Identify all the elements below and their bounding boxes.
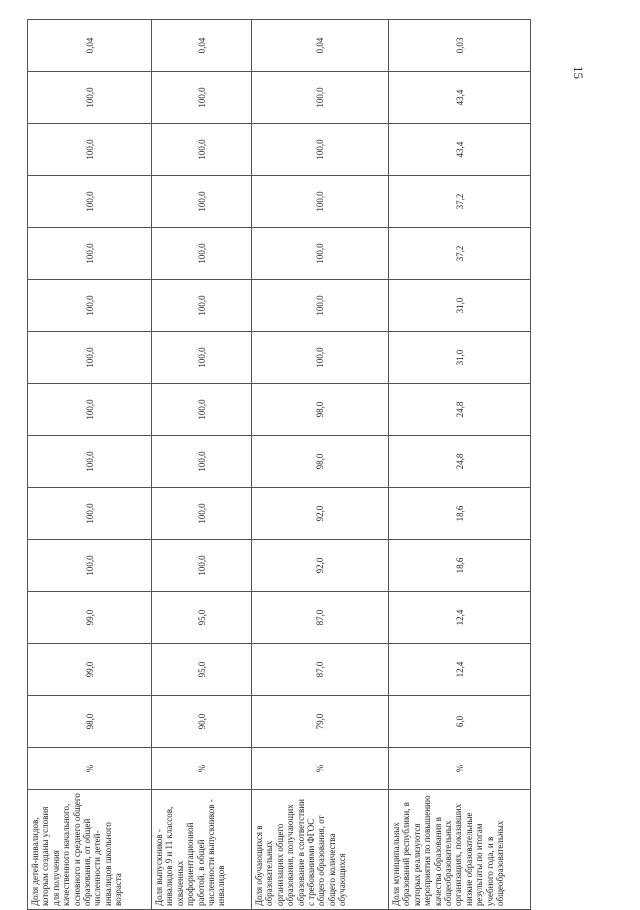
value-cell: 100,0 [152,540,252,592]
value-cell: 0,04 [152,20,252,72]
value-cell: 98,0 [252,384,389,436]
value-cell: 100,0 [152,280,252,332]
table-row [152,20,252,910]
value-cell: 100,0 [152,384,252,436]
value-cell: 87,0 [252,592,389,644]
value-cell: 43,4 [389,72,531,124]
value-cell: 12,4 [389,644,531,696]
value-cell: 100,0 [28,228,152,280]
value-cell: 100,0 [152,436,252,488]
value-cell: 100,0 [28,176,152,228]
value-cell: 24,8 [389,384,531,436]
unit-cell: % [389,748,531,790]
value-cell: 100,0 [28,384,152,436]
value-cell: 43,4 [389,124,531,176]
value-cell: 100,0 [152,72,252,124]
value-cell: 100,0 [252,332,389,384]
page-number: 15 [571,66,586,79]
value-cell: 98,0 [252,436,389,488]
value-cell: 100,0 [252,176,389,228]
value-cell: 100,0 [152,488,252,540]
value-cell: 100,0 [28,436,152,488]
value-cell: 95,0 [152,592,252,644]
value-cell: 100,0 [28,72,152,124]
value-cell: 100,0 [28,540,152,592]
value-cell: 12,4 [389,592,531,644]
value-cell: 100,0 [252,124,389,176]
value-cell: 100,0 [252,72,389,124]
value-cell: 18,6 [389,488,531,540]
value-cell: 100,0 [152,332,252,384]
value-cell: 31,0 [389,280,531,332]
unit-cell: % [28,748,152,790]
value-cell: 6,0 [389,696,531,748]
table-row [389,20,531,910]
unit-cell: % [252,748,389,790]
value-cell: 79,0 [252,696,389,748]
value-cell: 100,0 [152,228,252,280]
value-cell: 37,2 [389,228,531,280]
value-cell: 18,6 [389,540,531,592]
unit-cell: % [152,748,252,790]
indicators-table [27,19,531,910]
value-cell: 100,0 [252,228,389,280]
value-cell: 100,0 [28,488,152,540]
value-cell: 90,0 [152,696,252,748]
value-cell: 24,8 [389,436,531,488]
value-cell: 100,0 [252,280,389,332]
value-cell: 100,0 [28,332,152,384]
value-cell: 98,0 [28,696,152,748]
indicator-label: Доля выпускников - инвалидов 9 и 11 классов, охваченных профориентационной работой, в общей численности выпускников - инвалидов [152,790,252,910]
value-cell: 0,04 [28,20,152,72]
value-cell: 31,0 [389,332,531,384]
indicator-label: Доля детей-инвалидов, которым созданы условия для получения качественного начального, основного и среднего общего образования, от общей численности детей-инвалидов школьного возраста [28,790,152,910]
value-cell: 99,0 [28,644,152,696]
value-cell: 95,0 [152,644,252,696]
value-cell: 92,0 [252,488,389,540]
value-cell: 99,0 [28,592,152,644]
value-cell: 87,0 [252,644,389,696]
value-cell: 100,0 [28,124,152,176]
indicator-label: Доля обучающихся в образовательных организациях общего образования, получающих образование в соответствии с требованиями ФГОС общего образования, от общего количества обучающихся [252,790,389,910]
table-container [27,37,530,910]
value-cell: 100,0 [152,176,252,228]
value-cell: 0,03 [389,20,531,72]
value-cell: 0,04 [252,20,389,72]
value-cell: 100,0 [28,280,152,332]
table-row [252,20,389,910]
indicator-label: Доля муниципальных образований республики, в которых реализуются мероприятия по повышению качества образования в общеобразовательных организациях, показавших низкие образовательные результаты по итогам учебного года, и в общеобразовательных [389,790,531,910]
value-cell: 100,0 [152,124,252,176]
table-row [28,20,152,910]
value-cell: 92,0 [252,540,389,592]
value-cell: 37,2 [389,176,531,228]
